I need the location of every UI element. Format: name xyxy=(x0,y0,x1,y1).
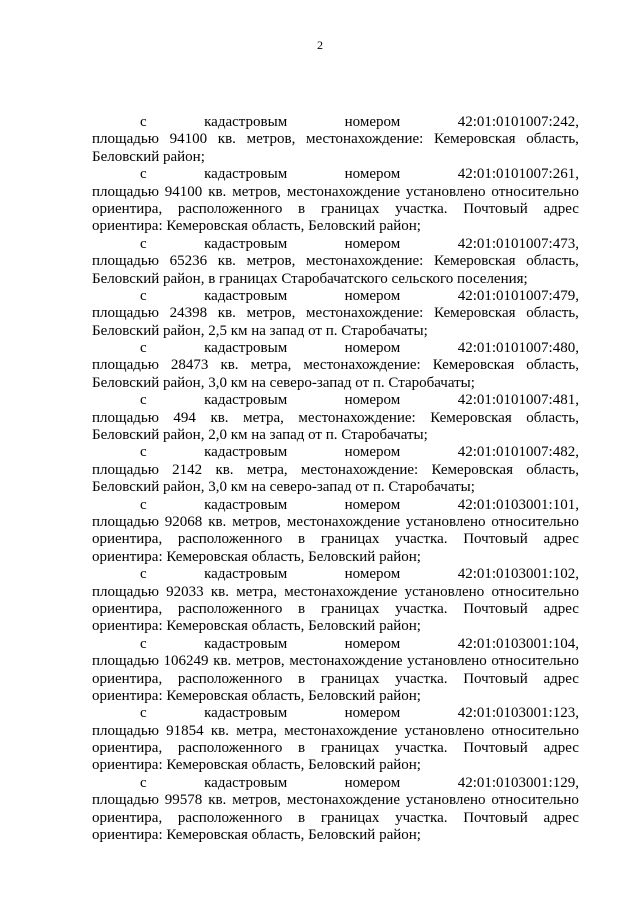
word: метров, xyxy=(246,131,296,148)
word: Почтовый xyxy=(463,740,528,757)
text-line xyxy=(92,114,579,131)
text-line xyxy=(92,723,579,740)
word: 42:01:0101007:479, xyxy=(457,287,579,304)
text-line xyxy=(92,618,579,635)
word: площадью xyxy=(92,653,159,670)
word: кв. xyxy=(215,461,234,478)
word: кадастровым xyxy=(204,444,288,461)
word: кадастровым xyxy=(204,235,288,252)
word: метра, xyxy=(236,722,277,739)
word: 42:01:0103001:102, xyxy=(457,566,579,583)
word: 42:01:0103001:129, xyxy=(457,774,579,791)
word: метров, xyxy=(232,513,281,530)
text-line xyxy=(92,149,579,166)
word: ориентира, xyxy=(92,740,163,757)
word: площадью xyxy=(92,131,159,148)
word: с xyxy=(140,166,147,183)
word: ориентира, xyxy=(92,809,163,826)
word: площадью xyxy=(92,409,159,426)
word: относительно xyxy=(491,183,579,200)
word: 494 xyxy=(173,409,196,426)
text-line xyxy=(92,392,579,409)
text-line xyxy=(92,636,579,653)
text-line xyxy=(92,688,579,705)
word: площадью xyxy=(92,183,159,200)
text-line xyxy=(92,410,579,427)
word: номером xyxy=(344,392,401,409)
word: адрес xyxy=(543,740,579,757)
word: 42:01:0103001:101, xyxy=(457,496,579,513)
text-line xyxy=(92,705,579,722)
word: в xyxy=(298,200,306,217)
word: ориентира: Кемеровская область, Беловский район; xyxy=(92,687,421,704)
text-line xyxy=(92,653,579,670)
word: номером xyxy=(344,166,401,183)
word: границах xyxy=(320,200,380,217)
word: область, xyxy=(526,357,579,374)
word: площадью xyxy=(92,357,159,374)
word: 91854 xyxy=(166,722,204,739)
word: кв. xyxy=(217,305,236,322)
text-line xyxy=(92,271,579,288)
word: кв. xyxy=(210,409,229,426)
word: с xyxy=(140,392,147,409)
cadastral-entry xyxy=(92,636,579,706)
word: Кемеровская xyxy=(434,131,516,148)
page-number: 2 xyxy=(317,38,323,52)
word: расположенного xyxy=(177,200,283,217)
word: метров, xyxy=(232,792,281,809)
word: Почтовый xyxy=(463,670,528,687)
word: с xyxy=(140,566,147,583)
word: номером xyxy=(344,635,401,652)
word: кадастровым xyxy=(204,114,288,130)
word: установлено xyxy=(404,722,485,739)
word: кадастровым xyxy=(204,774,288,791)
word: Беловский район, 2,0 км на запад от п. Старобачаты; xyxy=(92,427,428,444)
text-line xyxy=(92,462,579,479)
word: кв. xyxy=(208,183,227,200)
word: область, xyxy=(526,461,579,478)
word: адрес xyxy=(543,670,579,687)
word: Кемеровская xyxy=(434,253,516,270)
word: участка. xyxy=(395,670,448,687)
word: расположенного xyxy=(177,740,283,757)
text-line xyxy=(92,427,579,444)
word: в xyxy=(298,809,306,826)
text-line xyxy=(92,201,579,218)
word: 92033 xyxy=(166,583,204,600)
word: местонахождение: xyxy=(300,461,419,478)
word: в xyxy=(298,531,306,548)
word: с xyxy=(140,114,147,130)
word: кв. xyxy=(208,513,227,530)
word: участка. xyxy=(395,740,448,757)
word: установлено xyxy=(405,513,486,530)
word: местонахождение xyxy=(284,583,398,600)
word: в xyxy=(298,740,306,757)
cadastral-entry xyxy=(92,236,579,288)
word: Почтовый xyxy=(463,809,528,826)
word: 42:01:0101007:482, xyxy=(457,444,579,461)
word: метров, xyxy=(232,183,281,200)
word: кв. xyxy=(217,131,236,148)
word: границах xyxy=(320,531,380,548)
word: Беловский район, в границах Старобачатского сельского поселения; xyxy=(92,270,528,287)
word: в xyxy=(298,670,306,687)
word: Почтовый xyxy=(463,600,528,617)
word: кв. xyxy=(210,722,229,739)
word: ориентира, xyxy=(92,531,163,548)
word: границах xyxy=(320,740,380,757)
text-line xyxy=(92,218,579,235)
word: 42:01:0103001:123, xyxy=(457,705,579,722)
word: 94100 xyxy=(164,183,203,200)
text-line xyxy=(92,792,579,809)
word: местонахождение xyxy=(286,792,400,809)
word: номером xyxy=(344,566,401,583)
text-line xyxy=(92,531,579,548)
word: местонахождение xyxy=(289,653,403,670)
word: кадастровым xyxy=(204,166,288,183)
word: площадью xyxy=(92,461,159,478)
word: 42:01:0101007:480, xyxy=(457,340,579,357)
word: ориентира: Кемеровская область, Беловский район; xyxy=(92,218,421,235)
word: ориентира, xyxy=(92,670,163,687)
word: местонахождение: xyxy=(298,409,416,426)
word: номером xyxy=(344,496,401,513)
word: кадастровым xyxy=(204,340,288,357)
word: ориентира, xyxy=(92,200,163,217)
word: с xyxy=(140,705,147,722)
word: адрес xyxy=(543,600,579,617)
word: ориентира: Кемеровская область, Беловский район; xyxy=(92,757,421,774)
word: площадью xyxy=(92,583,159,600)
word: метра, xyxy=(250,357,292,374)
word: с xyxy=(140,444,147,461)
word: с xyxy=(140,340,147,357)
cadastral-entry xyxy=(92,497,579,567)
word: 42:01:0101007:473, xyxy=(457,235,579,252)
word: область, xyxy=(526,131,579,148)
word: номером xyxy=(344,340,401,357)
word: границах xyxy=(320,809,380,826)
cadastral-entry xyxy=(92,114,579,166)
text-line xyxy=(92,601,579,618)
cadastral-entry xyxy=(92,392,579,444)
word: область, xyxy=(526,253,579,270)
cadastral-entry xyxy=(92,566,579,636)
word: установлено xyxy=(404,583,485,600)
word: 42:01:0103001:104, xyxy=(457,635,579,652)
word: Кемеровская xyxy=(432,357,515,374)
word: с xyxy=(140,235,147,252)
text-line xyxy=(92,357,579,374)
word: местонахождение: xyxy=(306,253,424,270)
cadastral-entry xyxy=(92,288,579,340)
word: метра, xyxy=(246,461,288,478)
text-line xyxy=(92,740,579,757)
word: площадью xyxy=(92,253,159,270)
word: расположенного xyxy=(177,531,283,548)
word: 106249 xyxy=(163,653,209,670)
word: местонахождение xyxy=(284,722,398,739)
word: участка. xyxy=(395,600,448,617)
word: Беловский район, 3,0 км на северо-запад от п. Старобачаты; xyxy=(92,374,475,391)
word: область, xyxy=(526,305,579,322)
text-line xyxy=(92,166,579,183)
word: площадью xyxy=(92,513,159,530)
word: Беловский район, 3,0 км на северо-запад от п. Старобачаты; xyxy=(92,479,475,496)
word: Кемеровская xyxy=(430,409,512,426)
word: номером xyxy=(344,444,401,461)
word: расположенного xyxy=(177,600,283,617)
text-line xyxy=(92,253,579,270)
word: номером xyxy=(344,114,401,130)
word: кадастровым xyxy=(204,635,288,652)
text-line xyxy=(92,827,579,844)
word: с xyxy=(140,496,147,513)
word: ориентира: Кемеровская область, Беловский район; xyxy=(92,618,421,635)
text-line xyxy=(92,497,579,514)
word: с xyxy=(140,774,147,791)
word: адрес xyxy=(543,809,579,826)
text-line xyxy=(92,549,579,566)
word: установлено xyxy=(405,792,486,809)
word: местонахождение: xyxy=(303,357,421,374)
word: кадастровым xyxy=(204,496,288,513)
word: 94100 xyxy=(169,131,208,148)
word: установлено xyxy=(405,183,486,200)
text-line xyxy=(92,305,579,322)
word: кадастровым xyxy=(204,287,288,304)
text-line xyxy=(92,671,579,688)
text-line xyxy=(92,479,579,496)
text-line xyxy=(92,323,579,340)
text-line xyxy=(92,810,579,827)
cadastral-entry xyxy=(92,444,579,496)
word: кв. xyxy=(210,583,229,600)
word: местонахождение xyxy=(286,513,400,530)
document-body xyxy=(92,114,579,844)
text-line xyxy=(92,340,579,357)
word: метров, xyxy=(246,253,296,270)
word: номером xyxy=(344,287,401,304)
word: границах xyxy=(320,600,380,617)
word: площадью xyxy=(92,305,159,322)
word: относительно xyxy=(491,653,579,670)
word: номером xyxy=(344,705,401,722)
cadastral-entry xyxy=(92,340,579,392)
word: ориентира: Кемеровская область, Беловский район; xyxy=(92,548,421,565)
word: 42:01:0101007:242, xyxy=(457,114,579,130)
word: метра, xyxy=(236,583,277,600)
word: адрес xyxy=(543,200,579,217)
text-line xyxy=(92,236,579,253)
word: 99578 xyxy=(164,792,203,809)
text-line xyxy=(92,514,579,531)
word: местонахождение xyxy=(286,183,400,200)
cadastral-entry xyxy=(92,705,579,775)
word: установлено xyxy=(407,653,487,670)
word: относительно xyxy=(491,513,579,530)
word: относительно xyxy=(491,792,579,809)
text-line xyxy=(92,288,579,305)
word: 2142 xyxy=(172,461,203,478)
text-line xyxy=(92,584,579,601)
word: метров, xyxy=(246,305,296,322)
word: кадастровым xyxy=(204,392,288,409)
word: метра, xyxy=(243,409,284,426)
word: адрес xyxy=(543,531,579,548)
word: площадью xyxy=(92,792,159,809)
text-line xyxy=(92,131,579,148)
word: площадью xyxy=(92,722,159,739)
word: Почтовый xyxy=(463,531,528,548)
word: 24398 xyxy=(169,305,208,322)
word: 28473 xyxy=(170,357,209,374)
word: Почтовый xyxy=(463,200,528,217)
word: кв. xyxy=(217,253,236,270)
word: относительно xyxy=(491,583,579,600)
word: кадастровым xyxy=(204,566,288,583)
word: Беловский район, 2,5 км на запад от п. Старобачаты; xyxy=(92,322,428,339)
text-line xyxy=(92,566,579,583)
text-line xyxy=(92,375,579,392)
word: местонахождение: xyxy=(306,131,424,148)
word: номером xyxy=(344,235,401,252)
text-line xyxy=(92,184,579,201)
word: расположенного xyxy=(177,670,283,687)
word: номером xyxy=(344,774,401,791)
word: участка. xyxy=(395,531,448,548)
word: в xyxy=(298,600,306,617)
word: область, xyxy=(526,409,579,426)
text-line xyxy=(92,444,579,461)
word: кадастровым xyxy=(204,705,288,722)
word: Беловский район; xyxy=(92,148,205,165)
cadastral-entry xyxy=(92,775,579,845)
cadastral-entry xyxy=(92,166,579,236)
word: с xyxy=(140,287,147,304)
word: кв. xyxy=(213,653,232,670)
word: Кемеровская xyxy=(431,461,513,478)
word: с xyxy=(140,635,147,652)
word: 92068 xyxy=(164,513,203,530)
word: 42:01:0101007:261, xyxy=(457,166,579,183)
word: границах xyxy=(320,670,380,687)
word: ориентира: Кемеровская область, Беловский район; xyxy=(92,827,421,844)
word: метров, xyxy=(235,653,285,670)
word: кв. xyxy=(208,792,227,809)
text-line xyxy=(92,775,579,792)
word: местонахождение: xyxy=(306,305,424,322)
word: ориентира, xyxy=(92,600,163,617)
word: кв. xyxy=(220,357,239,374)
word: Кемеровская xyxy=(434,305,516,322)
word: расположенного xyxy=(177,809,283,826)
text-line xyxy=(92,757,579,774)
word: участка. xyxy=(395,200,448,217)
word: участка. xyxy=(395,809,448,826)
word: 65236 xyxy=(169,253,208,270)
word: 42:01:0101007:481, xyxy=(457,392,579,409)
word: относительно xyxy=(491,722,579,739)
